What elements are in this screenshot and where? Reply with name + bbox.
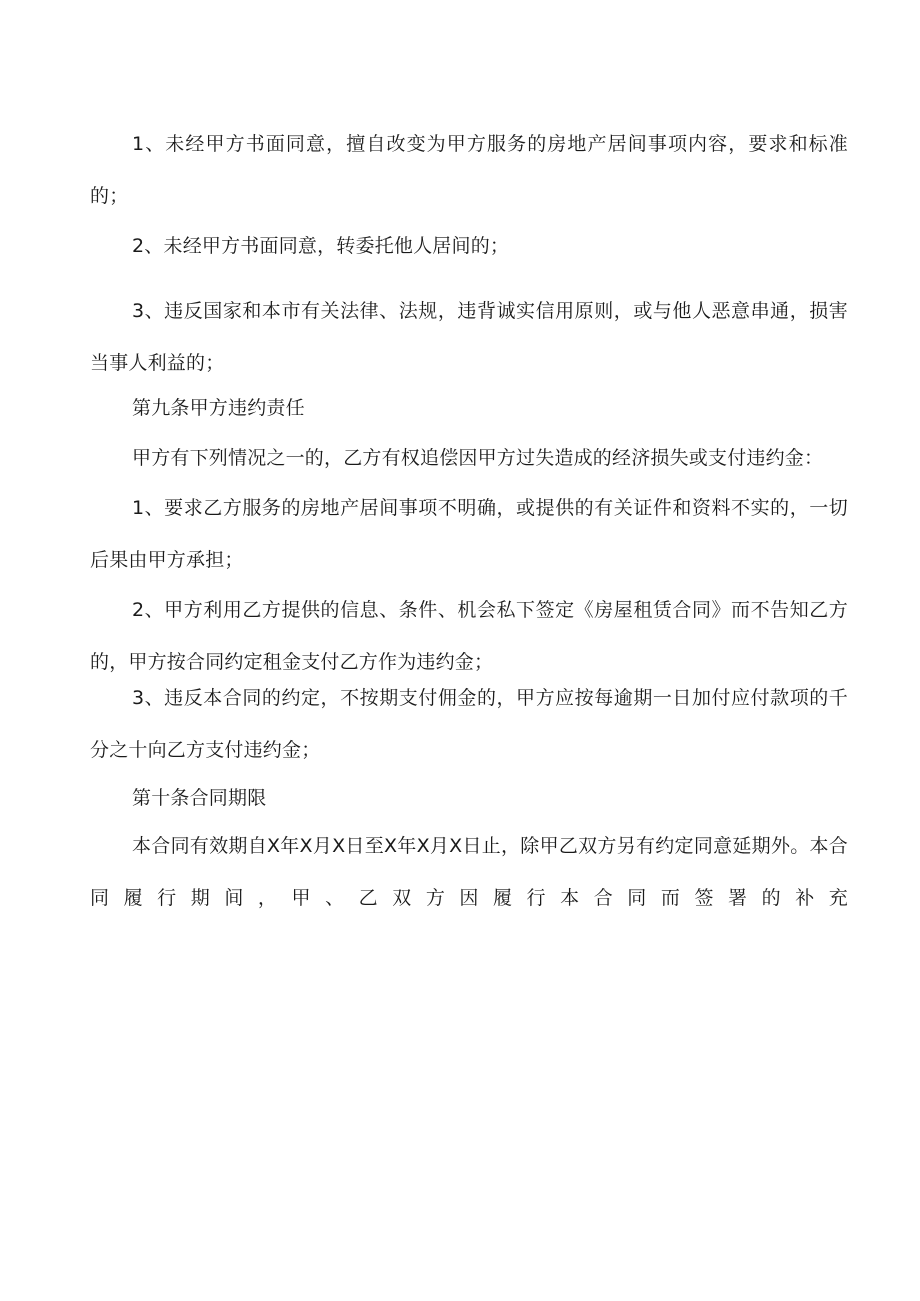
clause-item-1: 1、未经甲方书面同意，擅自改变为甲方服务的房地产居间事项内容，要求和标准的； <box>90 133 848 207</box>
section-heading-article-9: 第九条甲方违约责任 <box>132 397 305 419</box>
clause-item-3: 3、违反国家和本市有关法律、法规，违背诚实信用原则，或与他人恶意串通，损害当事人利益的； <box>90 300 848 374</box>
article-9-item-3: 3、违反本合同的约定，不按期支付佣金的，甲方应按每逾期一日加付应付款项的千分之十向乙方支付违约金； <box>90 687 848 761</box>
article-10-body: 本合同有效期自X年X月X日至X年X月X日止，除甲乙双方另有约定同意延期外。本合同履行期间，甲、乙双方因履行本合同而签署的补充 <box>90 835 848 909</box>
article-9-intro: 甲方有下列情况之一的，乙方有权追偿因甲方过失造成的经济损失或支付违约金： <box>132 447 824 469</box>
section-heading-article-10: 第十条合同期限 <box>132 787 267 809</box>
clause-item-2: 2、未经甲方书面同意，转委托他人居间的； <box>132 235 510 257</box>
article-9-item-1: 1、要求乙方服务的房地产居间事项不明确，或提供的有关证件和资料不实的，一切后果由甲方承担； <box>90 497 848 571</box>
article-9-item-2: 2、甲方利用乙方提供的信息、条件、机会私下签定《房屋租赁合同》而不告知乙方的，甲方按合同约定租金支付乙方作为违约金； <box>90 599 848 673</box>
